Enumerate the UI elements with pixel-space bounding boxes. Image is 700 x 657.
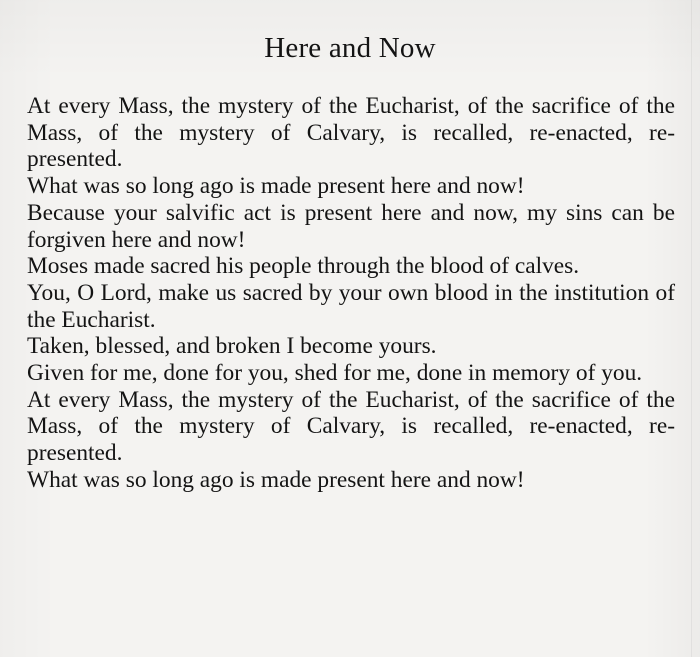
- page-edge-shadow: [691, 0, 692, 657]
- paragraph: At every Mass, the mystery of the Eucharist, of the sacrifice of the Mass, of the mystery of Calvary, is recalled, re-enacted, re-presented.: [27, 386, 675, 467]
- paragraph: Moses made sacred his people through the blood of calves.: [27, 253, 580, 280]
- poem-body: [27, 93, 675, 494]
- paragraph: What was so long ago is made present here and now!: [27, 173, 525, 200]
- paragraph: You, O Lord, make us sacred by your own blood in the institution of the Eucharist.: [27, 279, 675, 333]
- paragraph: What was so long ago is made present here and now!: [27, 466, 525, 493]
- paragraph: Taken, blessed, and broken I become yours.: [27, 333, 437, 360]
- paragraph: At every Mass, the mystery of the Eucharist, of the sacrifice of the Mass, of the mystery of Calvary, is recalled, re-enacted, re-presented.: [27, 93, 675, 173]
- paragraph: Because your salvific act is present here and now, my sins can be forgiven here and now!: [27, 199, 675, 253]
- paragraph: Given for me, done for you, shed for me, done in memory of you.: [27, 360, 643, 387]
- page-title: Here and Now: [264, 32, 436, 64]
